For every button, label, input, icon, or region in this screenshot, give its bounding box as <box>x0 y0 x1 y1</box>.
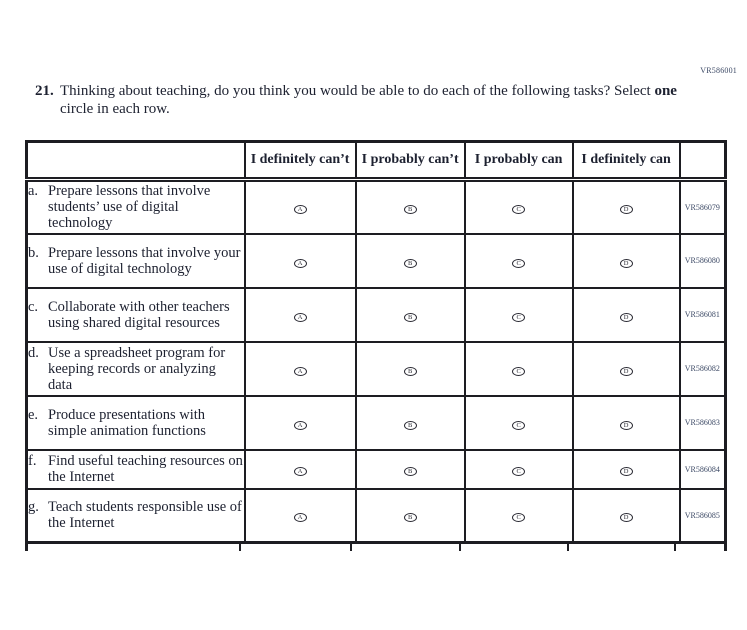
answer-bubble-d[interactable]: D <box>620 367 633 376</box>
answer-cell <box>245 396 356 450</box>
answer-cell <box>465 180 573 234</box>
task-statement-cell <box>27 288 245 342</box>
task-text: Teach students responsible use of the Internet <box>48 499 242 532</box>
row-code: VR586080 <box>680 234 726 288</box>
task-text: Produce presentations with simple animation functions <box>48 406 206 439</box>
table-continuation-stub <box>239 544 241 551</box>
answer-bubble-c[interactable]: C <box>512 421 525 430</box>
answer-cell <box>245 489 356 543</box>
question <box>35 82 680 118</box>
answer-bubble-c[interactable]: C <box>512 367 525 376</box>
answer-cell <box>356 396 465 450</box>
answer-bubble-c[interactable]: C <box>512 313 525 322</box>
task-statement-cell <box>27 342 245 396</box>
task-row <box>27 288 726 342</box>
answer-cell <box>465 450 573 489</box>
task-text: Prepare lessons that involve students’ use of digital technology <box>48 183 211 232</box>
header-row <box>27 142 726 180</box>
answer-bubble-c[interactable]: C <box>512 259 525 268</box>
answer-bubble-b[interactable]: B <box>404 205 417 214</box>
answer-bubble-b[interactable]: B <box>404 367 417 376</box>
answer-cell <box>356 180 465 234</box>
table-continuation-stub <box>350 544 352 551</box>
table-continuation-stub <box>25 544 28 551</box>
question-text-end: circle in each row. <box>60 101 170 117</box>
task-letter: c. <box>28 298 39 315</box>
row-code: VR586084 <box>680 450 726 489</box>
answer-bubble-a[interactable]: A <box>294 421 307 430</box>
task-row <box>27 450 726 489</box>
answer-bubble-d[interactable]: D <box>620 259 633 268</box>
task-statement-cell <box>27 180 245 234</box>
question-text <box>60 82 680 118</box>
page-form-code: VR586001 <box>700 66 737 75</box>
task-statement-cell <box>27 450 245 489</box>
question-text-start: Thinking about teaching, do you think you would be able to do each of the following tasks? Select <box>60 83 655 99</box>
answer-cell <box>356 450 465 489</box>
task-letter: b. <box>28 244 39 261</box>
answer-cell <box>465 342 573 396</box>
question-bold-word: one <box>654 83 677 99</box>
answer-cell <box>356 489 465 543</box>
response-table <box>25 140 727 552</box>
row-code: VR586085 <box>680 489 726 543</box>
answer-bubble-d[interactable]: D <box>620 467 633 476</box>
answer-cell <box>573 342 680 396</box>
answer-bubble-a[interactable]: A <box>294 467 307 476</box>
answer-cell <box>245 180 356 234</box>
answer-bubble-b[interactable]: B <box>404 421 417 430</box>
answer-bubble-c[interactable]: C <box>512 205 525 214</box>
question-number: 21. <box>35 83 54 99</box>
answer-bubble-b[interactable]: B <box>404 259 417 268</box>
statement-header-cell <box>27 142 245 180</box>
task-letter: a. <box>28 183 39 200</box>
table-continuation-stub <box>459 544 461 551</box>
answer-cell <box>245 342 356 396</box>
task-row <box>27 180 726 234</box>
answer-bubble-a[interactable]: A <box>294 367 307 376</box>
answer-cell <box>356 342 465 396</box>
task-letter: d. <box>28 344 39 361</box>
task-letter: g. <box>28 499 39 516</box>
answer-cell <box>465 396 573 450</box>
answer-cell <box>356 234 465 288</box>
answer-cell <box>356 288 465 342</box>
task-letter: e. <box>28 406 39 423</box>
table-continuation-stub <box>567 544 569 551</box>
column-header-definitely-can: I definitely can <box>573 142 680 180</box>
column-header-definitely-cant: I definitely can’t <box>245 142 356 180</box>
answer-cell <box>573 450 680 489</box>
table-continuation-stub <box>674 544 676 551</box>
row-code: VR586083 <box>680 396 726 450</box>
answer-cell <box>573 396 680 450</box>
answer-cell <box>573 180 680 234</box>
table-continuation-stub <box>724 544 727 551</box>
answer-bubble-d[interactable]: D <box>620 313 633 322</box>
task-letter: f. <box>28 453 37 469</box>
task-row <box>27 489 726 543</box>
table-continuation-stubs <box>25 544 727 552</box>
answer-cell <box>245 234 356 288</box>
task-text: Use a spreadsheet program for keeping records or analyzing data <box>48 344 226 393</box>
answer-cell <box>465 489 573 543</box>
answer-bubble-b[interactable]: B <box>404 513 417 522</box>
answer-cell <box>245 288 356 342</box>
task-text: Find useful teaching resources on the Internet <box>48 453 243 485</box>
answer-cell <box>573 234 680 288</box>
answer-bubble-b[interactable]: B <box>404 313 417 322</box>
task-statement-cell <box>27 234 245 288</box>
answer-cell <box>465 234 573 288</box>
answer-bubble-a[interactable]: A <box>294 259 307 268</box>
answer-bubble-a[interactable]: A <box>294 205 307 214</box>
answer-bubble-d[interactable]: D <box>620 421 633 430</box>
row-code: VR586079 <box>680 180 726 234</box>
answer-bubble-d[interactable]: D <box>620 205 633 214</box>
answer-bubble-c[interactable]: C <box>512 513 525 522</box>
task-table-body <box>27 180 726 543</box>
task-row <box>27 396 726 450</box>
code-header-cell <box>680 142 726 180</box>
task-text: Collaborate with other teachers using shared digital resources <box>48 298 230 331</box>
answer-cell <box>573 288 680 342</box>
column-header-probably-can: I probably can <box>465 142 573 180</box>
task-text: Prepare lessons that involve your use of digital technology <box>48 244 241 277</box>
task-statement-cell <box>27 489 245 543</box>
answer-cell <box>465 288 573 342</box>
task-row <box>27 342 726 396</box>
answer-bubble-c[interactable]: C <box>512 467 525 476</box>
answer-cell <box>245 450 356 489</box>
answer-cell <box>573 489 680 543</box>
answer-bubble-a[interactable]: A <box>294 513 307 522</box>
column-header-probably-cant: I probably can’t <box>356 142 465 180</box>
task-statement-cell <box>27 396 245 450</box>
answer-bubble-b[interactable]: B <box>404 467 417 476</box>
answer-bubble-a[interactable]: A <box>294 313 307 322</box>
answer-bubble-d[interactable]: D <box>620 513 633 522</box>
row-code: VR586082 <box>680 342 726 396</box>
task-row <box>27 234 726 288</box>
row-code: VR586081 <box>680 288 726 342</box>
